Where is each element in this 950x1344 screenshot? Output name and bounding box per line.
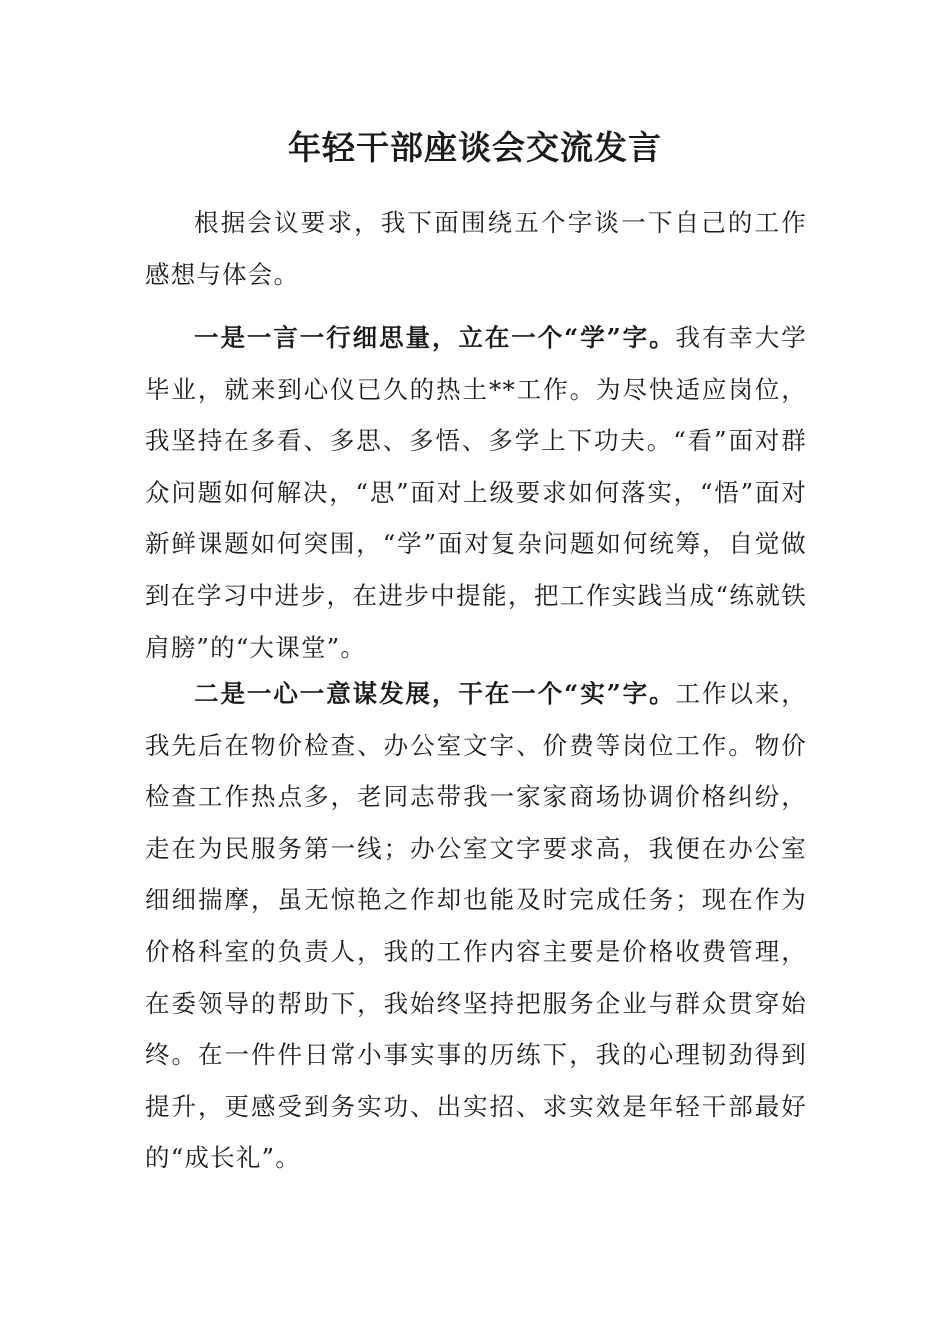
- intro-paragraph: [145, 197, 807, 300]
- section-one-heading: 一是一言一行细思量，立在一个“学”字。: [194, 323, 676, 352]
- section-two-paragraph: [145, 668, 807, 1184]
- paragraph-body: 根据会议要求，我下面围绕五个字谈一下自己的工作感想与体会。: [145, 208, 807, 289]
- section-one-paragraph: [145, 312, 807, 673]
- document-title: 年轻干部座谈会交流发言: [288, 128, 662, 167]
- paragraph-body: 工作以来，我先后在物价检查、办公室文字、价费等岗位工作。物价检查工作热点多，老同志带我一家家商场协调价格纠纷，走在为民服务第一线；办公室文字要求高，我便在办公室细细揣摩，虽无惊艳之作却也能及时完成任务；现在作为价格科室的负责人，我的工作内容主要是价格收费管理，在委领导的帮助下，我始终坚持把服务企业与群众贯穿始终。在一件件日常小事实事的历练下，我的心理韧劲得到提升，更感受到务实功、出实招、求实效是年轻干部最好的“成长礼”。: [145, 679, 808, 1173]
- section-two-heading: 二是一心一意谋发展，干在一个“实”字。: [194, 679, 676, 708]
- paragraph-body: 我有幸大学毕业，就来到心仪已久的热土**工作。为尽快适应岗位，我坚持在多看、多思、多悟、多学上下功夫。“看”面对群众问题如何解决，“思”面对上级要求如何落实，“悟”面对新鲜课题如何突围，“学”面对复杂问题如何统筹，自觉做到在学习中进步，在进步中提能，把工作实践当成“练就铁肩膀”的“大课堂”。: [145, 323, 808, 662]
